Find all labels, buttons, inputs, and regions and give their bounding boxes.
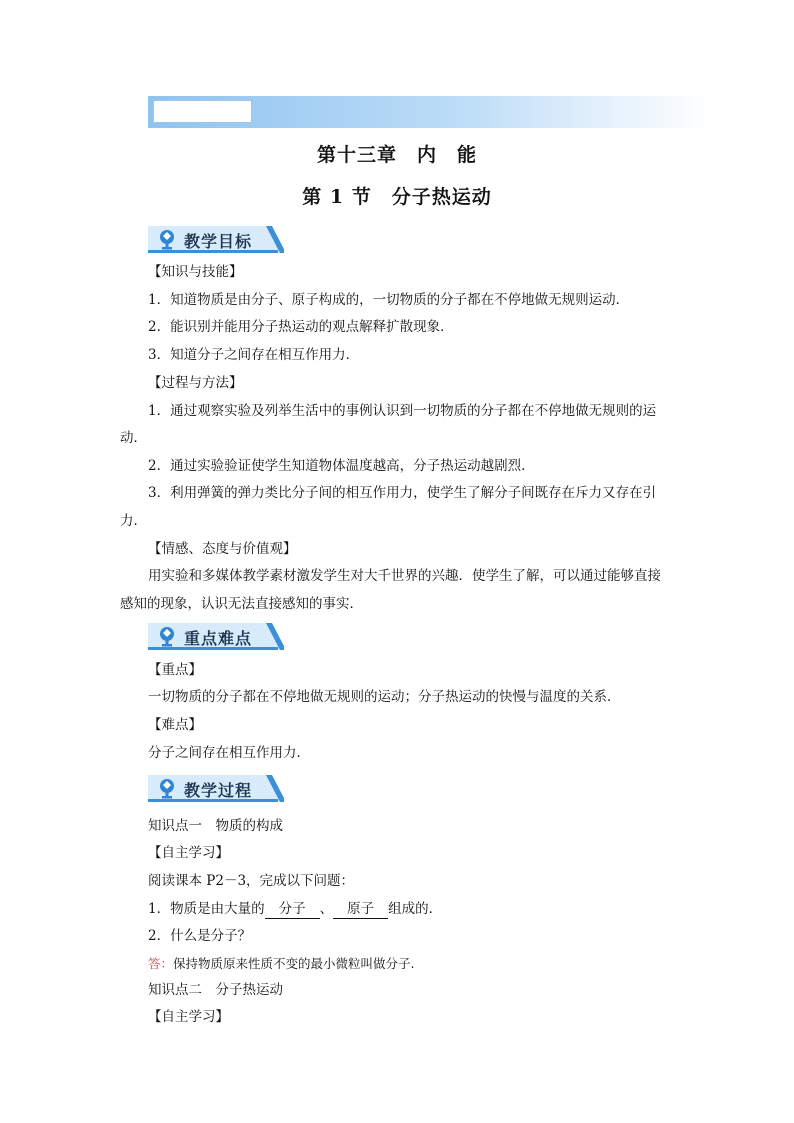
emotion-text-b: 感知的现象，认识无法直接感知的事实．	[120, 596, 363, 612]
difficult-title: 【难点】	[148, 717, 202, 733]
answer-label: 答：	[148, 956, 174, 971]
question-2: 2．什么是分子？	[148, 928, 252, 944]
heading-process	[148, 775, 284, 802]
process-method-title: 【过程与方法】	[148, 375, 243, 391]
self-study-label-1: 【自主学习】	[148, 845, 229, 861]
header-label-box	[153, 100, 252, 123]
trophy-icon	[152, 226, 182, 253]
trophy-icon	[152, 623, 182, 650]
question-1-blank-1: 分子	[265, 900, 320, 919]
knowledge-point-2-title: 知识点二 分子热运动	[148, 982, 283, 998]
difficult-text: 分子之间存在相互作用力．	[148, 745, 310, 761]
process-item-3a: 3．利用弹簧的弹力类比分子间的相互作用力，使学生了解分子间既存在斥力又存在引	[148, 485, 657, 501]
answer-line	[148, 955, 415, 973]
heading-key-points	[148, 623, 284, 650]
read-instruction: 阅读课本 P2－3，完成以下问题：	[148, 873, 355, 889]
knowledge-item-2: 2．能识别并能用分子热运动的观点解释扩散现象．	[148, 319, 454, 335]
emotion-text-a: 用实验和多媒体教学素材激发学生对大千世界的兴趣．使学生了解，可以通过能够直接	[148, 568, 661, 584]
heading-objectives-label: 教学目标	[184, 232, 253, 251]
section-title: 第 1 节 分子热运动	[302, 186, 492, 208]
self-study-label-2: 【自主学习】	[148, 1009, 229, 1025]
knowledge-title: 【知识与技能】	[148, 264, 243, 280]
knowledge-item-1: 1．知道物质是由分子、原子构成的，一切物质的分子都在不停地做无规则运动．	[148, 292, 630, 308]
process-item-1b: 动．	[120, 430, 147, 446]
process-item-1a: 1．通过观察实验及列举生活中的事例认识到一切物质的分子都在不停地做无规则的运	[148, 403, 657, 419]
question-1-prefix: 1．物质是由大量的	[148, 901, 265, 917]
key-text: 一切物质的分子都在不停地做无规则的运动；分子热运动的快慢与温度的关系．	[148, 689, 621, 705]
question-1-separator: 、	[319, 901, 334, 917]
question-1	[148, 900, 442, 919]
process-item-2: 2．通过实验验证使学生知道物体温度越高，分子热运动越剧烈．	[148, 458, 535, 474]
heading-key-points-label: 重点难点	[184, 629, 253, 648]
process-item-3b: 力．	[120, 513, 147, 529]
key-title: 【重点】	[148, 662, 202, 678]
question-1-blank-2: 原子	[333, 900, 388, 919]
knowledge-item-3: 3．知道分子之间存在相互作用力．	[148, 347, 360, 363]
chapter-title: 第十三章 内 能	[316, 144, 477, 166]
emotion-title: 【情感、态度与价值观】	[148, 541, 297, 557]
heading-objectives	[148, 226, 284, 253]
trophy-icon	[152, 775, 182, 802]
knowledge-point-1-title: 知识点一 物质的构成	[148, 818, 283, 834]
question-1-suffix: 组成的．	[388, 901, 443, 917]
answer-text: 保持物质原来性质不变的最小微粒叫做分子.	[173, 956, 415, 971]
heading-process-label: 教学过程	[184, 781, 253, 800]
